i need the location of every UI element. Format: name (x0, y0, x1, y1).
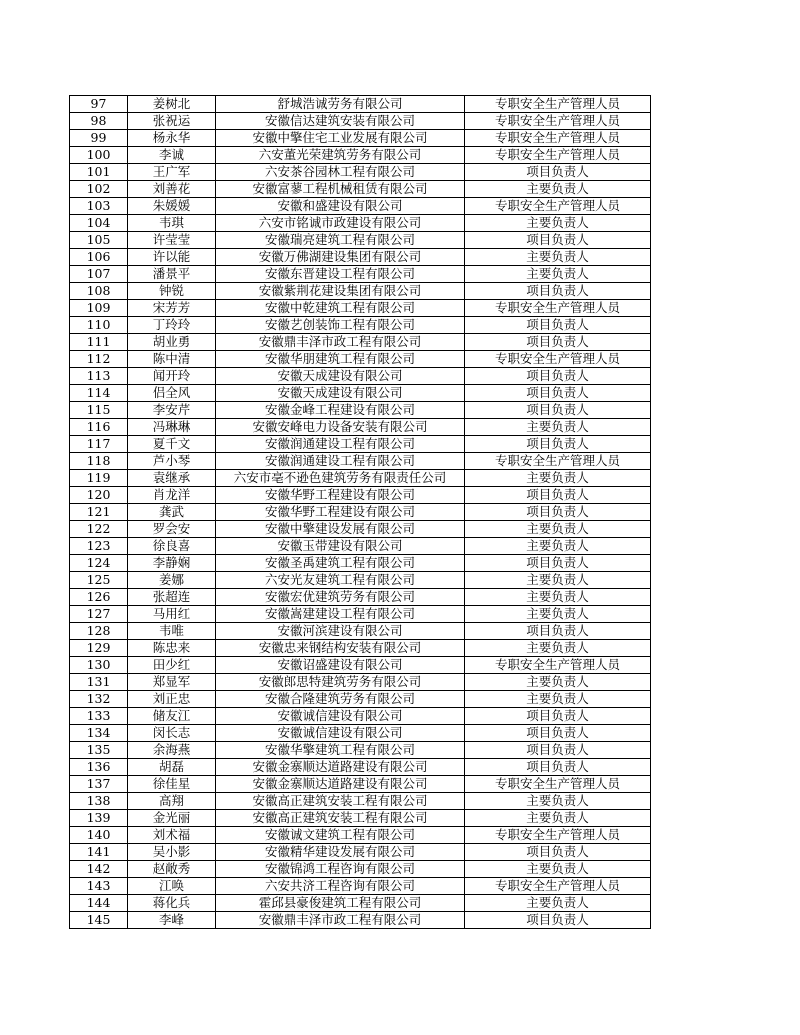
table-row (70, 895, 651, 912)
table-row (70, 657, 651, 674)
table-row (70, 555, 651, 572)
table-row (70, 742, 651, 759)
table-row (70, 334, 651, 351)
table-row (70, 113, 651, 130)
table-row (70, 504, 651, 521)
company-name-cell: 安徽紫荆花建设集团有限公司 (216, 283, 465, 300)
table-row (70, 861, 651, 878)
company-name-cell: 安徽河滨建设有限公司 (216, 623, 465, 640)
serial-number-cell: 102 (70, 181, 128, 198)
position-cell: 主要负责人 (465, 419, 651, 436)
position-cell: 专职安全生产管理人员 (465, 351, 651, 368)
table-row (70, 317, 651, 334)
position-cell: 专职安全生产管理人员 (465, 130, 651, 147)
company-name-cell: 六安市亳不逊色建筑劳务有限责任公司 (216, 470, 465, 487)
table-row (70, 300, 651, 317)
table-row (70, 844, 651, 861)
person-name-cell: 吴小影 (128, 844, 216, 861)
serial-number-cell: 140 (70, 827, 128, 844)
company-name-cell: 安徽锦鸿工程咨询有限公司 (216, 861, 465, 878)
table-row (70, 810, 651, 827)
position-cell: 项目负责人 (465, 385, 651, 402)
person-name-cell: 闻开玲 (128, 368, 216, 385)
position-cell: 主要负责人 (465, 249, 651, 266)
table-row (70, 623, 651, 640)
position-cell: 项目负责人 (465, 232, 651, 249)
person-name-cell: 钟锐 (128, 283, 216, 300)
serial-number-cell: 117 (70, 436, 128, 453)
serial-number-cell: 124 (70, 555, 128, 572)
person-name-cell: 蒋化兵 (128, 895, 216, 912)
serial-number-cell: 135 (70, 742, 128, 759)
person-name-cell: 冯琳琳 (128, 419, 216, 436)
position-cell: 主要负责人 (465, 538, 651, 555)
table-row (70, 912, 651, 929)
position-cell: 项目负责人 (465, 725, 651, 742)
serial-number-cell: 97 (70, 96, 128, 113)
person-name-cell: 储友江 (128, 708, 216, 725)
company-name-cell: 安徽润通建设工程有限公司 (216, 436, 465, 453)
table-row (70, 368, 651, 385)
table-row (70, 266, 651, 283)
serial-number-cell: 142 (70, 861, 128, 878)
position-cell: 专职安全生产管理人员 (465, 657, 651, 674)
company-name-cell: 安徽信达建筑安装有限公司 (216, 113, 465, 130)
serial-number-cell: 134 (70, 725, 128, 742)
company-name-cell: 六安董光荣建筑劳务有限公司 (216, 147, 465, 164)
position-cell: 主要负责人 (465, 606, 651, 623)
serial-number-cell: 113 (70, 368, 128, 385)
person-name-cell: 胡业勇 (128, 334, 216, 351)
company-name-cell: 安徽华野工程建设有限公司 (216, 504, 465, 521)
serial-number-cell: 106 (70, 249, 128, 266)
company-name-cell: 安徽嵩建建设工程有限公司 (216, 606, 465, 623)
person-name-cell: 王广军 (128, 164, 216, 181)
serial-number-cell: 132 (70, 691, 128, 708)
serial-number-cell: 109 (70, 300, 128, 317)
table-row (70, 232, 651, 249)
position-cell: 主要负责人 (465, 572, 651, 589)
company-name-cell: 安徽润通建设工程有限公司 (216, 453, 465, 470)
table-row (70, 419, 651, 436)
person-name-cell: 姜树北 (128, 96, 216, 113)
person-name-cell: 刘术福 (128, 827, 216, 844)
position-cell: 项目负责人 (465, 708, 651, 725)
position-cell: 项目负责人 (465, 504, 651, 521)
company-name-cell: 安徽安峰电力设备安装有限公司 (216, 419, 465, 436)
position-cell: 主要负责人 (465, 589, 651, 606)
table-row (70, 181, 651, 198)
person-name-cell: 许莹莹 (128, 232, 216, 249)
company-name-cell: 安徽艺创装饰工程有限公司 (216, 317, 465, 334)
person-name-cell: 袁继承 (128, 470, 216, 487)
company-name-cell: 六安光友建筑工程有限公司 (216, 572, 465, 589)
company-name-cell: 安徽中乾建筑工程有限公司 (216, 300, 465, 317)
person-name-cell: 李峰 (128, 912, 216, 929)
table-row (70, 759, 651, 776)
person-name-cell: 徐佳星 (128, 776, 216, 793)
position-cell: 项目负责人 (465, 844, 651, 861)
position-cell: 主要负责人 (465, 895, 651, 912)
person-name-cell: 徐良喜 (128, 538, 216, 555)
serial-number-cell: 122 (70, 521, 128, 538)
table-row (70, 215, 651, 232)
company-name-cell: 安徽忠来钢结构安装有限公司 (216, 640, 465, 657)
company-name-cell: 安徽诚信建设有限公司 (216, 725, 465, 742)
position-cell: 专职安全生产管理人员 (465, 198, 651, 215)
serial-number-cell: 98 (70, 113, 128, 130)
serial-number-cell: 115 (70, 402, 128, 419)
table-row (70, 725, 651, 742)
serial-number-cell: 130 (70, 657, 128, 674)
serial-number-cell: 116 (70, 419, 128, 436)
table-row (70, 351, 651, 368)
person-name-cell: 宋芳芳 (128, 300, 216, 317)
person-name-cell: 丁玲玲 (128, 317, 216, 334)
person-name-cell: 罗会安 (128, 521, 216, 538)
table-row (70, 691, 651, 708)
table-row (70, 521, 651, 538)
company-name-cell: 安徽瑞亮建筑工程有限公司 (216, 232, 465, 249)
serial-number-cell: 125 (70, 572, 128, 589)
serial-number-cell: 144 (70, 895, 128, 912)
person-name-cell: 刘正忠 (128, 691, 216, 708)
company-name-cell: 安徽鼎丰泽市政工程有限公司 (216, 334, 465, 351)
company-name-cell: 安徽富蓼工程机械租赁有限公司 (216, 181, 465, 198)
position-cell: 主要负责人 (465, 640, 651, 657)
company-name-cell: 舒城浩诚劳务有限公司 (216, 96, 465, 113)
serial-number-cell: 136 (70, 759, 128, 776)
company-name-cell: 六安茶谷园林工程有限公司 (216, 164, 465, 181)
company-name-cell: 安徽金寨顺达道路建设有限公司 (216, 759, 465, 776)
position-cell: 专职安全生产管理人员 (465, 96, 651, 113)
person-name-cell: 朱媛媛 (128, 198, 216, 215)
serial-number-cell: 104 (70, 215, 128, 232)
position-cell: 主要负责人 (465, 674, 651, 691)
position-cell: 主要负责人 (465, 470, 651, 487)
table-row (70, 283, 651, 300)
position-cell: 专职安全生产管理人员 (465, 113, 651, 130)
company-name-cell: 安徽诏盛建设有限公司 (216, 657, 465, 674)
person-name-cell: 刘善花 (128, 181, 216, 198)
table-row (70, 164, 651, 181)
serial-number-cell: 110 (70, 317, 128, 334)
person-name-cell: 韦琪 (128, 215, 216, 232)
person-name-cell: 韦唯 (128, 623, 216, 640)
company-name-cell: 安徽和盛建设有限公司 (216, 198, 465, 215)
person-name-cell: 郑显军 (128, 674, 216, 691)
position-cell: 主要负责人 (465, 810, 651, 827)
person-name-cell: 闵长志 (128, 725, 216, 742)
position-cell: 专职安全生产管理人员 (465, 776, 651, 793)
company-name-cell: 霍邱县豪俊建筑工程有限公司 (216, 895, 465, 912)
person-name-cell: 陈中清 (128, 351, 216, 368)
table-row (70, 589, 651, 606)
company-name-cell: 安徽东晋建设工程有限公司 (216, 266, 465, 283)
person-name-cell: 李诚 (128, 147, 216, 164)
company-name-cell: 安徽金寨顺达道路建设有限公司 (216, 776, 465, 793)
person-name-cell: 杨永华 (128, 130, 216, 147)
company-name-cell: 安徽金峰工程建设有限公司 (216, 402, 465, 419)
table-row (70, 198, 651, 215)
company-name-cell: 安徽诚文建筑工程有限公司 (216, 827, 465, 844)
person-name-cell: 李静娴 (128, 555, 216, 572)
serial-number-cell: 137 (70, 776, 128, 793)
person-name-cell: 高翔 (128, 793, 216, 810)
position-cell: 项目负责人 (465, 759, 651, 776)
serial-number-cell: 126 (70, 589, 128, 606)
table-row (70, 147, 651, 164)
serial-number-cell: 138 (70, 793, 128, 810)
serial-number-cell: 114 (70, 385, 128, 402)
person-name-cell: 陈忠来 (128, 640, 216, 657)
person-name-cell: 李安芹 (128, 402, 216, 419)
serial-number-cell: 105 (70, 232, 128, 249)
table-row (70, 572, 651, 589)
company-name-cell: 安徽精华建设发展有限公司 (216, 844, 465, 861)
position-cell: 项目负责人 (465, 283, 651, 300)
person-name-cell: 许以能 (128, 249, 216, 266)
company-name-cell: 安徽华朋建筑工程有限公司 (216, 351, 465, 368)
person-name-cell: 田少红 (128, 657, 216, 674)
position-cell: 项目负责人 (465, 912, 651, 929)
company-name-cell: 安徽万佛湖建设集团有限公司 (216, 249, 465, 266)
table-row (70, 249, 651, 266)
serial-number-cell: 107 (70, 266, 128, 283)
table-row (70, 453, 651, 470)
position-cell: 项目负责人 (465, 164, 651, 181)
table-row (70, 878, 651, 895)
company-name-cell: 安徽宏优建筑劳务有限公司 (216, 589, 465, 606)
company-name-cell: 安徽中擎建设发展有限公司 (216, 521, 465, 538)
position-cell: 主要负责人 (465, 521, 651, 538)
person-name-cell: 肖龙洋 (128, 487, 216, 504)
serial-number-cell: 133 (70, 708, 128, 725)
position-cell: 项目负责人 (465, 368, 651, 385)
position-cell: 项目负责人 (465, 555, 651, 572)
serial-number-cell: 143 (70, 878, 128, 895)
table-row (70, 130, 651, 147)
company-name-cell: 安徽诚信建设有限公司 (216, 708, 465, 725)
company-name-cell: 安徽鼎丰泽市政工程有限公司 (216, 912, 465, 929)
table-row (70, 708, 651, 725)
person-name-cell: 姜娜 (128, 572, 216, 589)
table-row (70, 793, 651, 810)
company-name-cell: 安徽圣禹建筑工程有限公司 (216, 555, 465, 572)
serial-number-cell: 108 (70, 283, 128, 300)
table-row (70, 487, 651, 504)
table-row (70, 402, 651, 419)
person-name-cell: 张超连 (128, 589, 216, 606)
company-name-cell: 安徽中擎住宅工业发展有限公司 (216, 130, 465, 147)
person-name-cell: 金光丽 (128, 810, 216, 827)
company-name-cell: 安徽玉带建设有限公司 (216, 538, 465, 555)
company-name-cell: 安徽华野工程建设有限公司 (216, 487, 465, 504)
position-cell: 项目负责人 (465, 436, 651, 453)
position-cell: 专职安全生产管理人员 (465, 827, 651, 844)
position-cell: 项目负责人 (465, 402, 651, 419)
table-row (70, 640, 651, 657)
table-row (70, 674, 651, 691)
table-row (70, 96, 651, 113)
position-cell: 主要负责人 (465, 793, 651, 810)
person-name-cell: 侣全风 (128, 385, 216, 402)
position-cell: 主要负责人 (465, 181, 651, 198)
company-name-cell: 安徽高正建筑安装工程有限公司 (216, 793, 465, 810)
company-name-cell: 安徽郎思特建筑劳务有限公司 (216, 674, 465, 691)
person-name-cell: 夏千文 (128, 436, 216, 453)
table-row (70, 385, 651, 402)
company-name-cell: 安徽合隆建筑劳务有限公司 (216, 691, 465, 708)
position-cell: 项目负责人 (465, 742, 651, 759)
person-name-cell: 马用红 (128, 606, 216, 623)
serial-number-cell: 112 (70, 351, 128, 368)
serial-number-cell: 123 (70, 538, 128, 555)
serial-number-cell: 121 (70, 504, 128, 521)
company-name-cell: 安徽华擎建筑工程有限公司 (216, 742, 465, 759)
serial-number-cell: 129 (70, 640, 128, 657)
personnel-table (69, 95, 651, 929)
serial-number-cell: 131 (70, 674, 128, 691)
table-row (70, 538, 651, 555)
person-name-cell: 余海燕 (128, 742, 216, 759)
table-row (70, 606, 651, 623)
table-row (70, 436, 651, 453)
person-name-cell: 胡磊 (128, 759, 216, 776)
serial-number-cell: 118 (70, 453, 128, 470)
position-cell: 专职安全生产管理人员 (465, 453, 651, 470)
position-cell: 主要负责人 (465, 215, 651, 232)
position-cell: 主要负责人 (465, 266, 651, 283)
position-cell: 项目负责人 (465, 334, 651, 351)
company-name-cell: 六安市铭诚市政建设有限公司 (216, 215, 465, 232)
person-name-cell: 赵敞秀 (128, 861, 216, 878)
position-cell: 专职安全生产管理人员 (465, 147, 651, 164)
table-row (70, 827, 651, 844)
position-cell: 项目负责人 (465, 317, 651, 334)
person-name-cell: 潘景平 (128, 266, 216, 283)
serial-number-cell: 103 (70, 198, 128, 215)
serial-number-cell: 119 (70, 470, 128, 487)
company-name-cell: 安徽天成建设有限公司 (216, 368, 465, 385)
table-row (70, 776, 651, 793)
position-cell: 项目负责人 (465, 623, 651, 640)
position-cell: 专职安全生产管理人员 (465, 878, 651, 895)
table-row (70, 470, 651, 487)
company-name-cell: 安徽高正建筑安装工程有限公司 (216, 810, 465, 827)
serial-number-cell: 141 (70, 844, 128, 861)
person-name-cell: 芦小琴 (128, 453, 216, 470)
person-name-cell: 张祝运 (128, 113, 216, 130)
serial-number-cell: 120 (70, 487, 128, 504)
position-cell: 主要负责人 (465, 691, 651, 708)
position-cell: 项目负责人 (465, 487, 651, 504)
serial-number-cell: 100 (70, 147, 128, 164)
serial-number-cell: 128 (70, 623, 128, 640)
serial-number-cell: 145 (70, 912, 128, 929)
company-name-cell: 六安共济工程咨询有限公司 (216, 878, 465, 895)
person-name-cell: 龚武 (128, 504, 216, 521)
person-name-cell: 江唤 (128, 878, 216, 895)
serial-number-cell: 111 (70, 334, 128, 351)
serial-number-cell: 139 (70, 810, 128, 827)
company-name-cell: 安徽天成建设有限公司 (216, 385, 465, 402)
serial-number-cell: 101 (70, 164, 128, 181)
position-cell: 主要负责人 (465, 861, 651, 878)
serial-number-cell: 99 (70, 130, 128, 147)
personnel-table-body (70, 96, 651, 929)
position-cell: 专职安全生产管理人员 (465, 300, 651, 317)
serial-number-cell: 127 (70, 606, 128, 623)
